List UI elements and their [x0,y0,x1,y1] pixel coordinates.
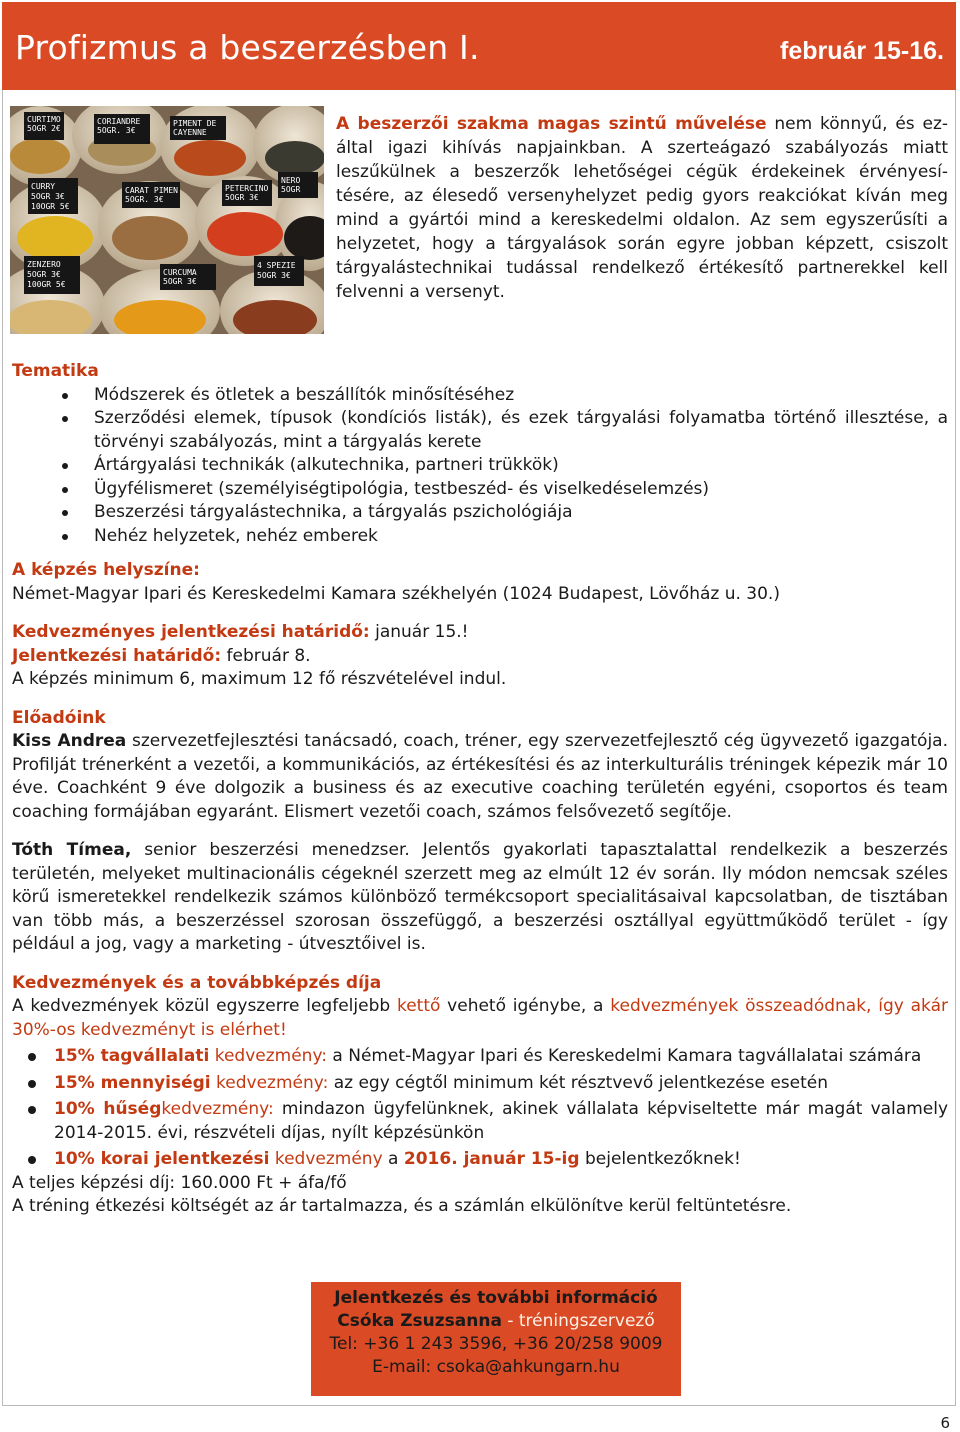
deadline-label: Jelentkezési határidő: [12,645,222,666]
sign-text: 5OGR 3€ [257,271,291,280]
course-date: február 15-16. [780,37,944,65]
sign-text: CARAT PIMEN [125,186,178,195]
discount-condition: a Német-Magyar Ipari és Kereskedelmi Kamara tagvállalatai számára [327,1046,922,1066]
discount-condition: mindazon ügyfelünknek, akinek vállalata képviseltette már magát valamely 2014-2015. évi, részvételi díjas, nyílt képzésünkön [54,1099,949,1143]
sign-text: 5OGR 3€ [163,277,197,286]
page-header [2,2,956,90]
trainer-2-bio [12,839,948,957]
discount-item [12,1045,948,1069]
sign-text: 5OGR 3€ [31,192,65,201]
discounts-intro-c: vehető igénybe, a [440,996,611,1016]
total-fee: A teljes képzési díj: 160.000 Ft + áfa/fő [12,1172,347,1193]
tematika-heading: Tematika [12,361,99,381]
discounts-list [12,1045,948,1172]
sign-text: NERO [281,176,301,185]
contact-phone: Tel: +36 1 243 3596, +36 20/258 9009 [329,1334,663,1354]
discount-type: kedvezmény [269,1149,383,1169]
discount-item [12,1148,948,1172]
spices-photo-illustration [10,106,324,334]
early-deadline-label: Kedvezményes jelentkezési határidő: [12,622,370,642]
list-item: Ügyfélismeret (személyiségtipológia, testbeszéd- és viselkedéselemzés) [12,478,948,502]
sign-text: PIMENT DE [173,119,217,128]
list-item: Nehéz helyzetek, nehéz emberek [12,525,948,549]
venue-heading: A képzés helyszíne: [12,560,200,580]
discount-amount: 15% tagvállalati [54,1046,210,1066]
discount-item [12,1098,948,1145]
spices-photo [10,106,324,334]
discount-item [12,1072,948,1096]
discount-date: 2016. január 15-ig [403,1149,580,1169]
trainer-1-text: szervezetfejlesztési tanácsadó, coach, tréner, egy szervezetfejlesztő cég ügyvezető igazgatója. Profilját trénerként a vezetői, a kommunikációs, az értékesítési és az interkulturális tréningek képezik már 10 éve. Coachként 9 éve dolgozik a business és az executive coaching területén egyéni, csoportos és team coaching formájában egyaránt. Elismert vezetői coach, számos felsővezető segítője. [12,731,948,822]
main-content [12,360,948,1219]
discounts-intro-d: kedvezmények összeadódnak, így akár 30%-os kedvezményt is elérhet! [12,996,948,1040]
intro-highlight: A beszerzői szakma magas szintű művelése [336,114,767,134]
discounts-intro-a: A kedvezmények közül egyszerre legfeljebb [12,996,397,1016]
page-title: Profizmus a beszerzésben I. [15,28,480,67]
early-deadline-value: január 15.! [369,622,469,642]
trainer-1-name: Kiss Andrea [12,731,127,751]
sign-text: 100GR 5€ [27,280,66,289]
intro-text: nem könnyű, és ez-által igazi kihívás napjainkban. A szerteágazó szabályozás miatt leszűkülnek a beszerzők lehetőségei cégük érdekeinek érvényesí-tésére, az élesedő versenyhelyzet pedig gyors reakciókat kíván meg mind a gyártói mind a kereskedelmi oldalon. Az sem egyszerűsíti a helyzetet, hogy a tárgyalások során egyre jobban képzett, csiszolt tárgyalástechnikai tudással rendelkező értékesítő partnerekkel kell felvenni a versenyt. [336,114,949,302]
list-item: Módszerek és ötletek a beszállítók minősítéséhez [12,384,948,408]
deadline-value: február 8. [221,645,311,666]
trainer-1-bio [12,730,948,824]
early-deadline [12,621,948,645]
discount-type: kedvezmény: [161,1099,274,1119]
sign-text: CAYENNE [173,128,207,137]
contact-box [311,1282,681,1396]
list-item: Beszerzési tárgyalástechnika, a tárgyalás pszichológiája [12,501,948,525]
sign-text: 4 SPEZIE [257,261,296,270]
discounts-intro [12,995,948,1042]
sign-text: 5OGR 3€ [27,270,61,279]
contact-person [311,1310,681,1333]
sign-text: 5OGR 3€ [225,193,259,202]
discounts-heading: Kedvezmények és a továbbképzés díja [12,972,382,993]
list-item: Ártárgyalási technikák (alkutechnika, partneri trükkök) [12,454,948,478]
contact-role: - tréningszervező [501,1311,655,1331]
sign-text: CURRY [31,182,56,191]
discounts-intro-b: kettő [396,996,441,1016]
list-item: Szerződési elemek, típusok (kondíciós listák), és ezek tárgyalási folyamatba történő illesztése, a törvényi szabályozás, mint a tárgyalás kerete [12,407,948,454]
page-number: 6 [940,1414,950,1432]
contact-title: Jelentkezés és további információ [334,1288,658,1308]
participants-text: A képzés minimum 6, maximum 12 fő részvételével indul. [12,669,507,689]
contact-name: Csóka Zsuzsanna [337,1311,502,1331]
trainers-heading: Előadóink [12,707,106,728]
sign-text: ZENZERO [27,260,61,269]
discount-amount: 10% hűség [54,1099,162,1119]
venue-text: Német-Magyar Ipari és Kereskedelmi Kamara székhelyén (1024 Budapest, Lövőház u. 30.) [12,583,780,604]
discount-condition-end: bejelentkezőknek! [579,1149,741,1169]
sign-text: 5OGR. 3€ [97,126,136,135]
sign-text: CURCUMA [163,268,197,277]
contact-email[interactable]: E-mail: csoka@ahkungarn.hu [372,1357,620,1377]
discount-condition: az egy cégtől minimum két résztvevő jelentkezése esetén [328,1072,828,1093]
sign-text: 10OGR 5€ [31,202,70,211]
discount-type: kedvezmény: [209,1046,327,1066]
sign-text: 5OGR [281,185,301,194]
sign-text: CURTIMO [27,115,61,124]
discount-amount: 15% mennyiségi [54,1072,211,1093]
tematika-list [12,384,948,549]
sign-text: 5OGR. 3€ [125,195,164,204]
intro-paragraph [336,112,948,304]
trainer-2-name: Tóth Tímea, [12,840,132,860]
discount-condition: a [382,1149,404,1169]
deadline [12,645,948,669]
discount-amount: 10% korai jelentkezési [54,1149,270,1169]
discount-type: kedvezmény: [210,1072,329,1093]
sign-text: PETERCINO [225,184,269,193]
catering-note: A tréning étkezési költségét az ár tartalmazza, és a számlán elkülönítve kerül feltüntetésre. [12,1196,792,1216]
trainer-2-text: senior beszerzési menedzser. Jelentős gyakorlati tapasztalattal rendelkezik a beszerzés területén, melyeket multinacionális cégeknél szerzett meg az elmúlt 12 év során. Ily módon nemcsak széles körű ismeretekkel rendelkezik számos különböző termékcsoport specialitásaival kapcsolatban, de tisztában van több más, a beszerzéssel szorosan összefüggő, a beszerzési osztállyal együttműködő terület - így például a jog, vagy a marketing - útvesztőivel is. [12,840,948,954]
sign-text: 5OGR 2€ [27,124,61,133]
sign-text: CORIANDRE [97,117,141,126]
